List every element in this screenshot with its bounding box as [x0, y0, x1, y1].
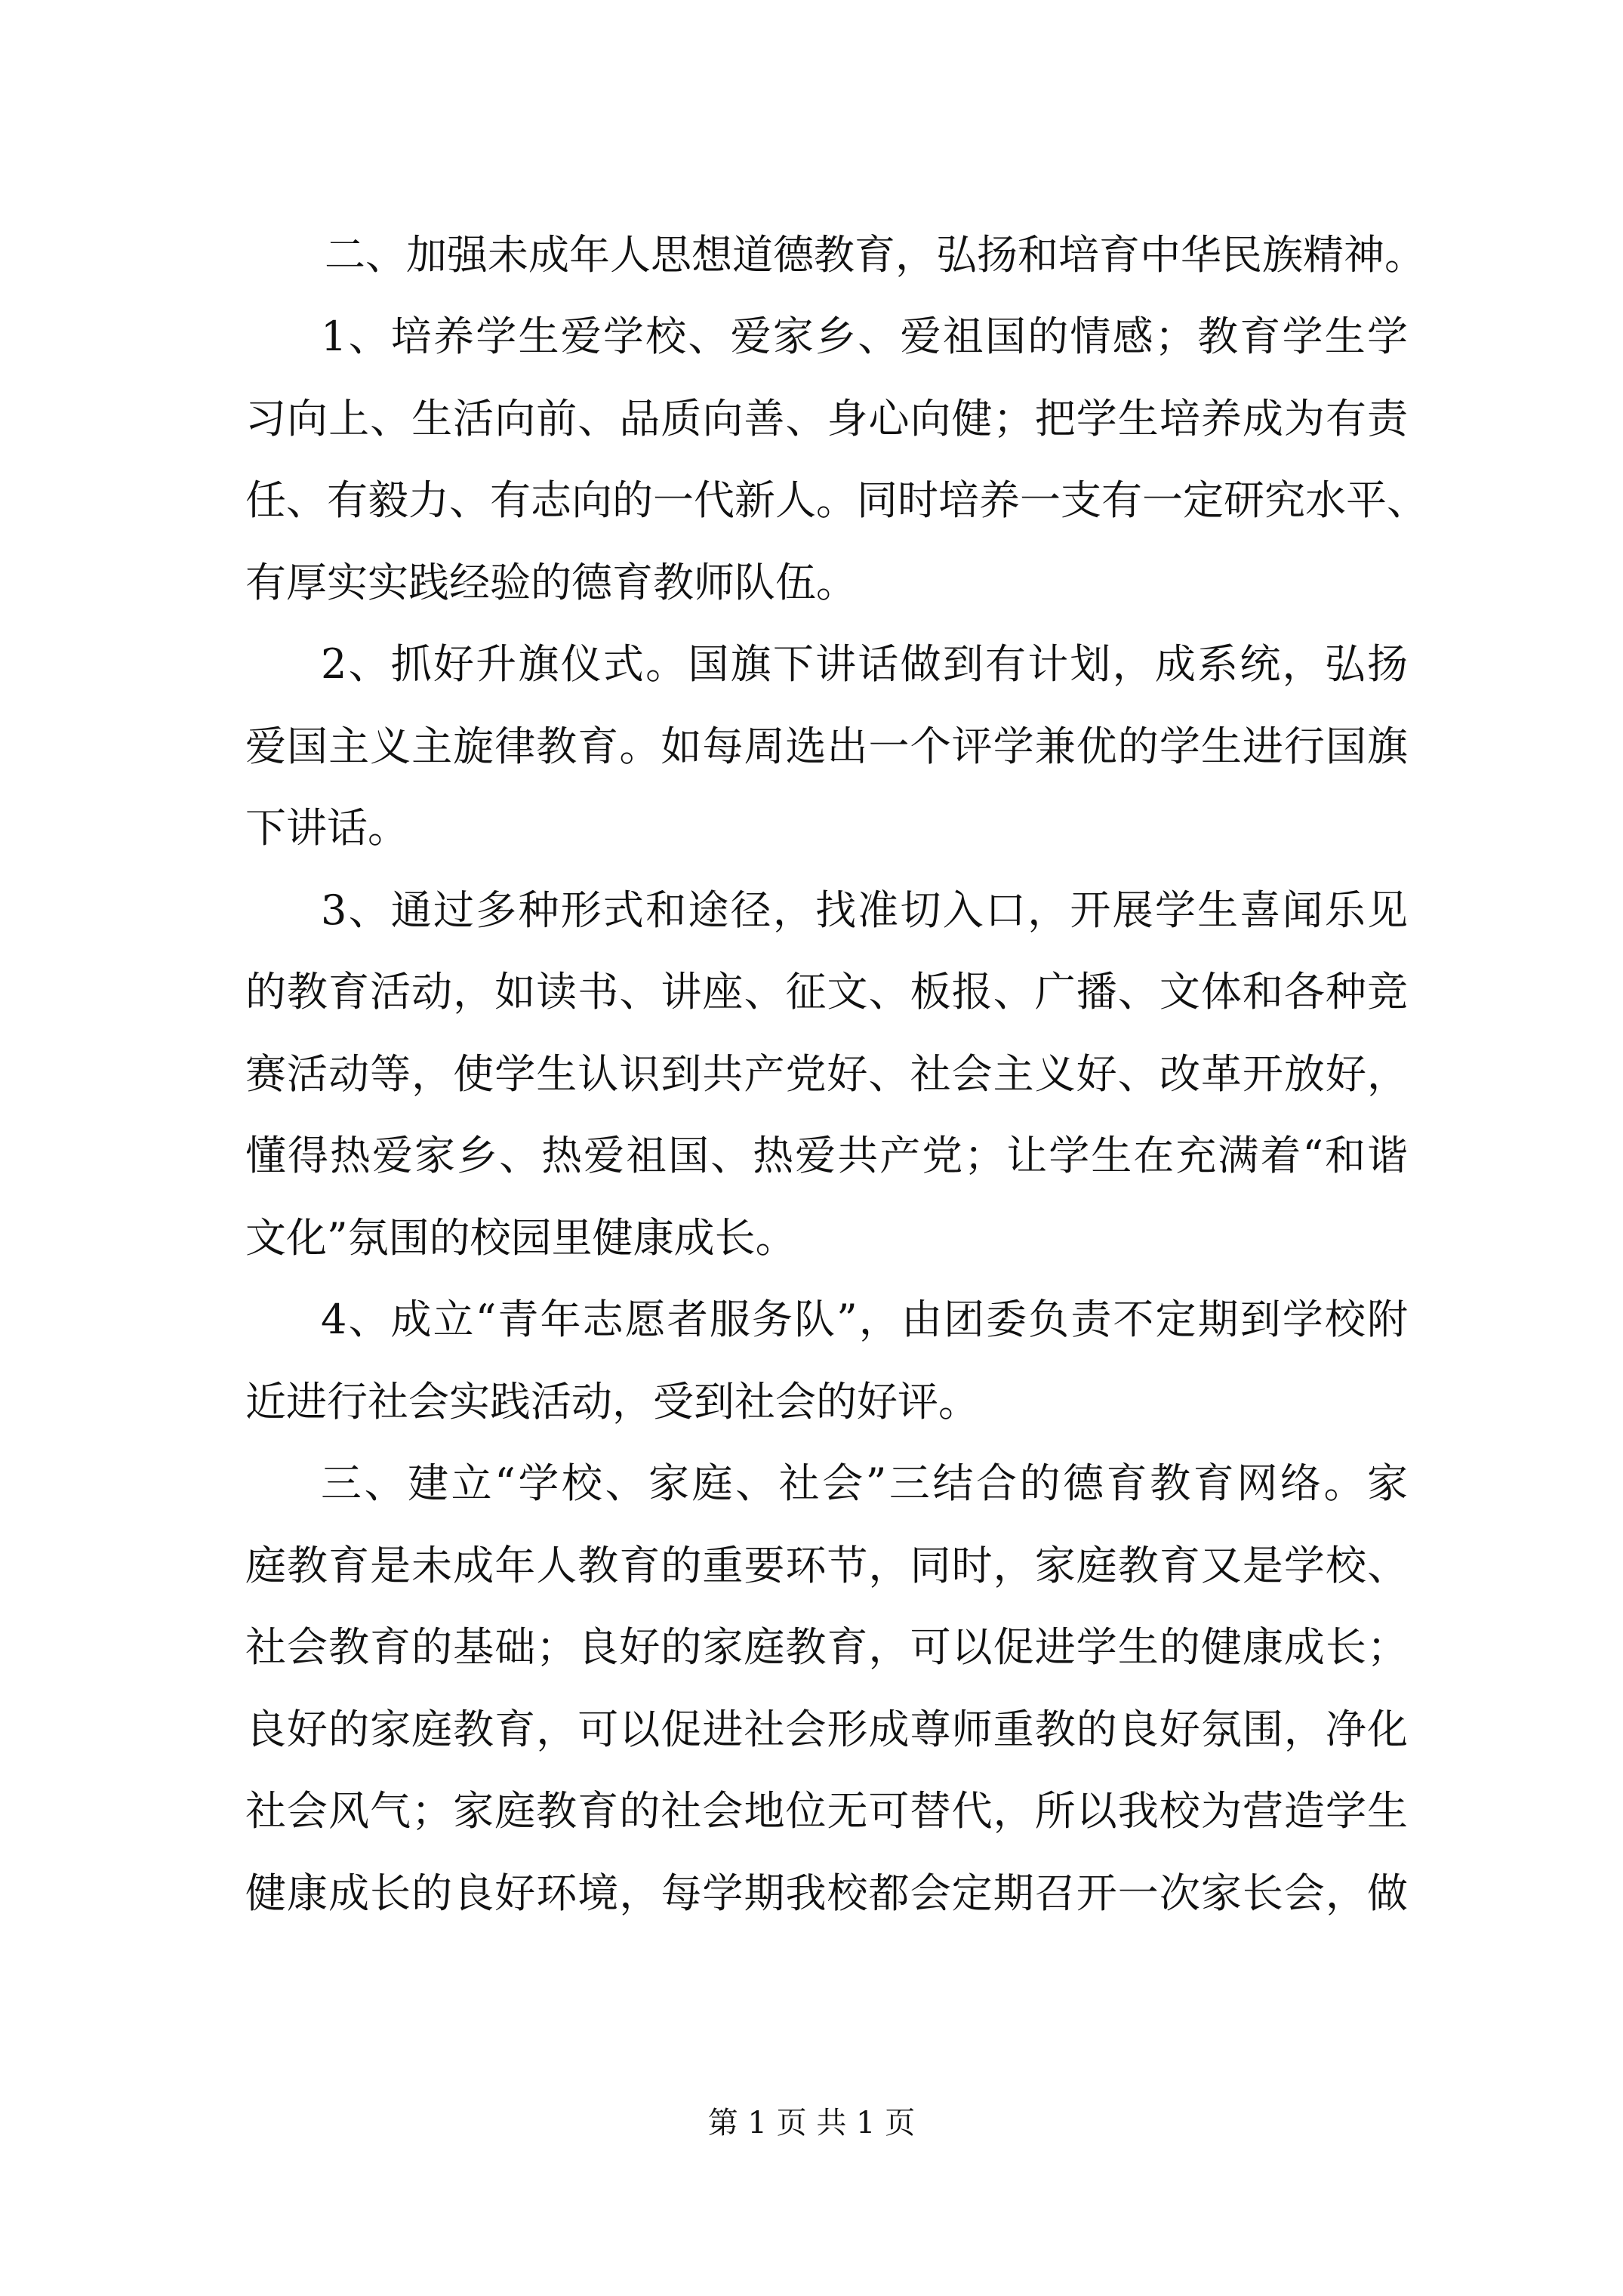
paragraph-line: 赛活动等，使学生认识到共产党好、社会主义好、改革开放好， — [245, 1050, 1408, 1098]
paragraph-line: 文化”氛围的校园里健康成长。 — [245, 1214, 796, 1262]
paragraph-line: 懂得热爱家乡、热爱祖国、热爱共产党；让学生在充满着“和谐 — [245, 1132, 1408, 1179]
paragraph-line: 1、培养学生爱学校、爱家乡、爱祖国的情感；教育学生学 — [321, 313, 1408, 360]
paragraph-line: 二、加强未成年人思想道德教育，弘扬和培育中华民族精神。 — [325, 231, 1425, 279]
paragraph-line: 下讲话。 — [245, 804, 408, 852]
paragraph-line: 2、抓好升旗仪式。国旗下讲话做到有计划，成系统，弘扬 — [321, 640, 1408, 688]
page-footer: 第 1 页 共 1 页 — [707, 2106, 916, 2140]
paragraph-line: 近进行社会实践活动，受到社会的好评。 — [245, 1378, 979, 1425]
paragraph-line: 社会教育的基础；良好的家庭教育，可以促进学生的健康成长； — [245, 1623, 1408, 1671]
paragraph-line: 3、通过多种形式和途径，找准切入口，开展学生喜闻乐见 — [321, 886, 1408, 934]
paragraph-line: 良好的家庭教育，可以促进社会形成尊师重教的良好氛围，净化 — [245, 1706, 1408, 1753]
paragraph-line: 的教育活动，如读书、讲座、征文、板报、广播、文体和各种竞 — [245, 968, 1408, 1015]
paragraph-line: 习向上、生活向前、品质向善、身心向健；把学生培养成为有责 — [245, 395, 1408, 442]
paragraph-line: 庭教育是未成年人教育的重要环节，同时，家庭教育又是学校、 — [245, 1542, 1408, 1589]
paragraph-line: 社会风气；家庭教育的社会地位无可替代，所以我校为营造学生 — [245, 1787, 1408, 1835]
paragraph-line: 爱国主义主旋律教育。如每周选出一个评学兼优的学生进行国旗 — [245, 723, 1408, 770]
paragraph-line: 健康成长的良好环境，每学期我校都会定期召开一次家长会，做 — [245, 1869, 1408, 1917]
paragraph-line: 任、有毅力、有志向的一代新人。同时培养一支有一定研究水平、 — [245, 476, 1427, 524]
paragraph-line: 有厚实实践经验的德育教师队伍。 — [245, 559, 857, 606]
paragraph-line: 4、成立“青年志愿者服务队”，由团委负责不定期到学校附 — [321, 1296, 1408, 1343]
paragraph-line: 三、建立“学校、家庭、社会”三结合的德育教育网络。家 — [321, 1459, 1408, 1507]
